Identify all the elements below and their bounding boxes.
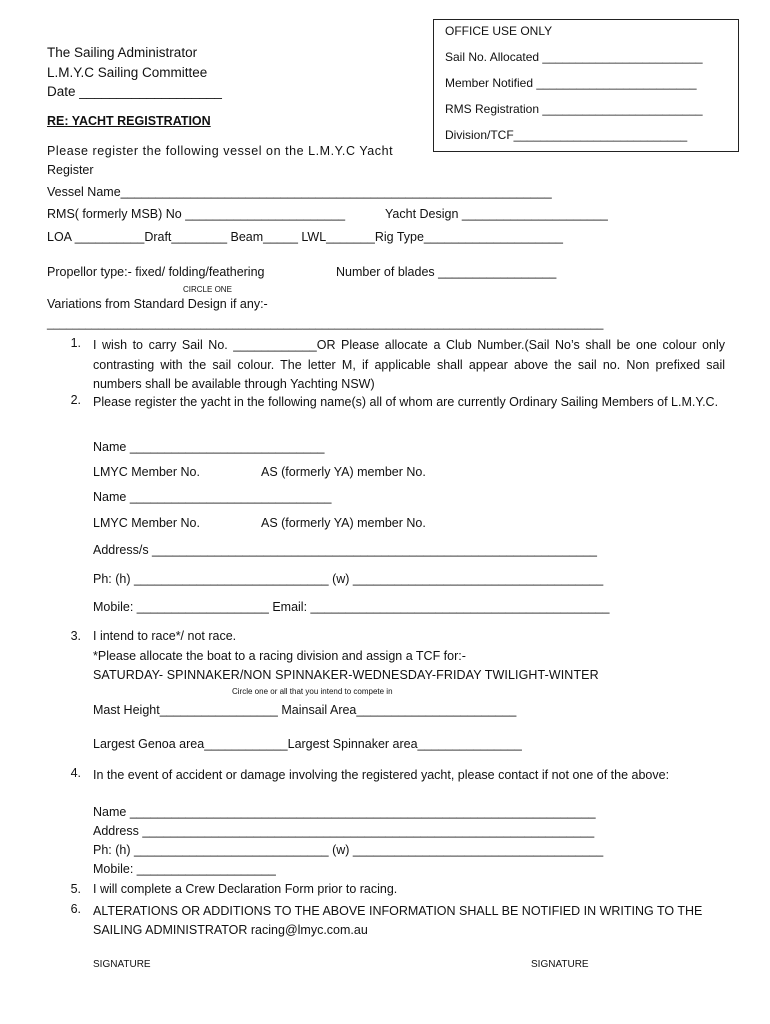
rms-no-field[interactable]: RMS( formerly MSB) No _______________________ (47, 207, 346, 221)
contact-mobile-field[interactable]: Mobile: ____________________ (93, 862, 276, 876)
vessel-name-field[interactable]: Vessel Name______________________________________________________________ (47, 185, 552, 199)
signature-right: SIGNATURE (531, 959, 589, 970)
member2-as-no: AS (formerly YA) member No. (261, 516, 426, 530)
item-6-number: 6. (70, 902, 81, 916)
signature-left: SIGNATURE (93, 959, 151, 970)
item-4-number: 4. (70, 766, 81, 780)
addressee-line1: The Sailing Administrator (47, 45, 198, 60)
member1-as-no: AS (formerly YA) member No. (261, 465, 426, 479)
genoa-spinnaker-field[interactable]: Largest Genoa area____________Largest Spinnaker area_______________ (93, 737, 522, 751)
date-field[interactable]: Date ___________________ (47, 84, 222, 99)
intro-line1: Please register the following vessel on the L.M.Y.C Yacht (47, 144, 394, 158)
variations-field[interactable]: _______________________________________________________________________________________ (47, 318, 604, 330)
item-5-number: 5. (70, 882, 81, 896)
contact-address-field[interactable]: Address _________________________________________________________________ (93, 824, 595, 838)
intro-line2: Register (47, 163, 94, 177)
member-notified-field[interactable]: Member Notified ________________________ (445, 76, 697, 90)
member2-name-field[interactable]: Name _____________________________ (93, 490, 332, 504)
sail-no-allocated-field[interactable]: Sail No. Allocated ________________________ (445, 50, 703, 64)
rms-registration-field[interactable]: RMS Registration ________________________ (445, 102, 703, 116)
member1-name-field[interactable]: Name ____________________________ (93, 440, 325, 454)
item-6-text: ALTERATIONS OR ADDITIONS TO THE ABOVE INFORMATION SHALL BE NOTIFIED IN WRITING TO THE SAILING ADMINISTRATOR racing@lmyc.com.au (93, 904, 703, 937)
yacht-design-field[interactable]: Yacht Design _____________________ (385, 207, 608, 221)
item-5-text: I will complete a Crew Declaration Form prior to racing. (93, 882, 398, 896)
contact-phone-field[interactable]: Ph: (h) ____________________________ (w) ____________________________________ (93, 843, 604, 857)
allocate-division-note: *Please allocate the boat to a racing division and assign a TCF for:- (93, 649, 466, 663)
member2-lmyc-no: LMYC Member No. (93, 516, 200, 530)
item-4-text: In the event of accident or damage involving the registered yacht, please contact if not one of the above: (93, 768, 670, 782)
item-3-number: 3. (70, 629, 81, 643)
circle-compete-note: Circle one or all that you intend to compete in (232, 687, 393, 696)
number-of-blades-field[interactable]: Number of blades _________________ (336, 265, 557, 279)
addressee-line2: L.M.Y.C Sailing Committee (47, 65, 208, 80)
dimensions-field[interactable]: LOA __________Draft________ Beam_____ LWL_______Rig Type____________________ (47, 230, 563, 244)
race-intention: I intend to race*/ not race. (93, 629, 237, 643)
office-title: OFFICE USE ONLY (445, 24, 553, 38)
variations-label: Variations from Standard Design if any:- (47, 297, 268, 311)
item-1-number: 1. (70, 336, 81, 350)
members-phone-field[interactable]: Ph: (h) ____________________________ (w) ____________________________________ (93, 572, 604, 586)
mast-mainsail-field[interactable]: Mast Height_________________ Mainsail Area_______________________ (93, 703, 517, 717)
race-series-options: SATURDAY- SPINNAKER/NON SPINNAKER-WEDNESDAY-FRIDAY TWILIGHT-WINTER (93, 668, 599, 682)
item-1-text: I wish to carry Sail No. ____________OR Please allocate a Club Number.(Sail No’s shall be one colour only contrasting with the sail colour. The letter M, if applicable shall appear above the sail no. Non prefixed sail numbers shall be available through Yachting NSW) (93, 338, 725, 392)
circle-one-note: CIRCLE ONE (183, 285, 232, 294)
re-title: RE: YACHT REGISTRATION (47, 114, 211, 128)
item-2-text: Please register the yacht in the following name(s) all of whom are currently Ordinary Sailing Members of L.M.Y.C. (93, 395, 719, 409)
propellor-type: Propellor type:- fixed/ folding/feathering (47, 265, 265, 279)
members-address-field[interactable]: Address/s ________________________________________________________________ (93, 543, 597, 557)
item-2-number: 2. (70, 393, 81, 407)
member1-lmyc-no: LMYC Member No. (93, 465, 200, 479)
contact-name-field[interactable]: Name ___________________________________________________________________ (93, 805, 596, 819)
division-tcf-field[interactable]: Division/TCF__________________________ (445, 128, 688, 142)
office-use-box (433, 19, 739, 152)
members-mobile-email-field[interactable]: Mobile: ___________________ Email: ___________________________________________ (93, 600, 610, 614)
